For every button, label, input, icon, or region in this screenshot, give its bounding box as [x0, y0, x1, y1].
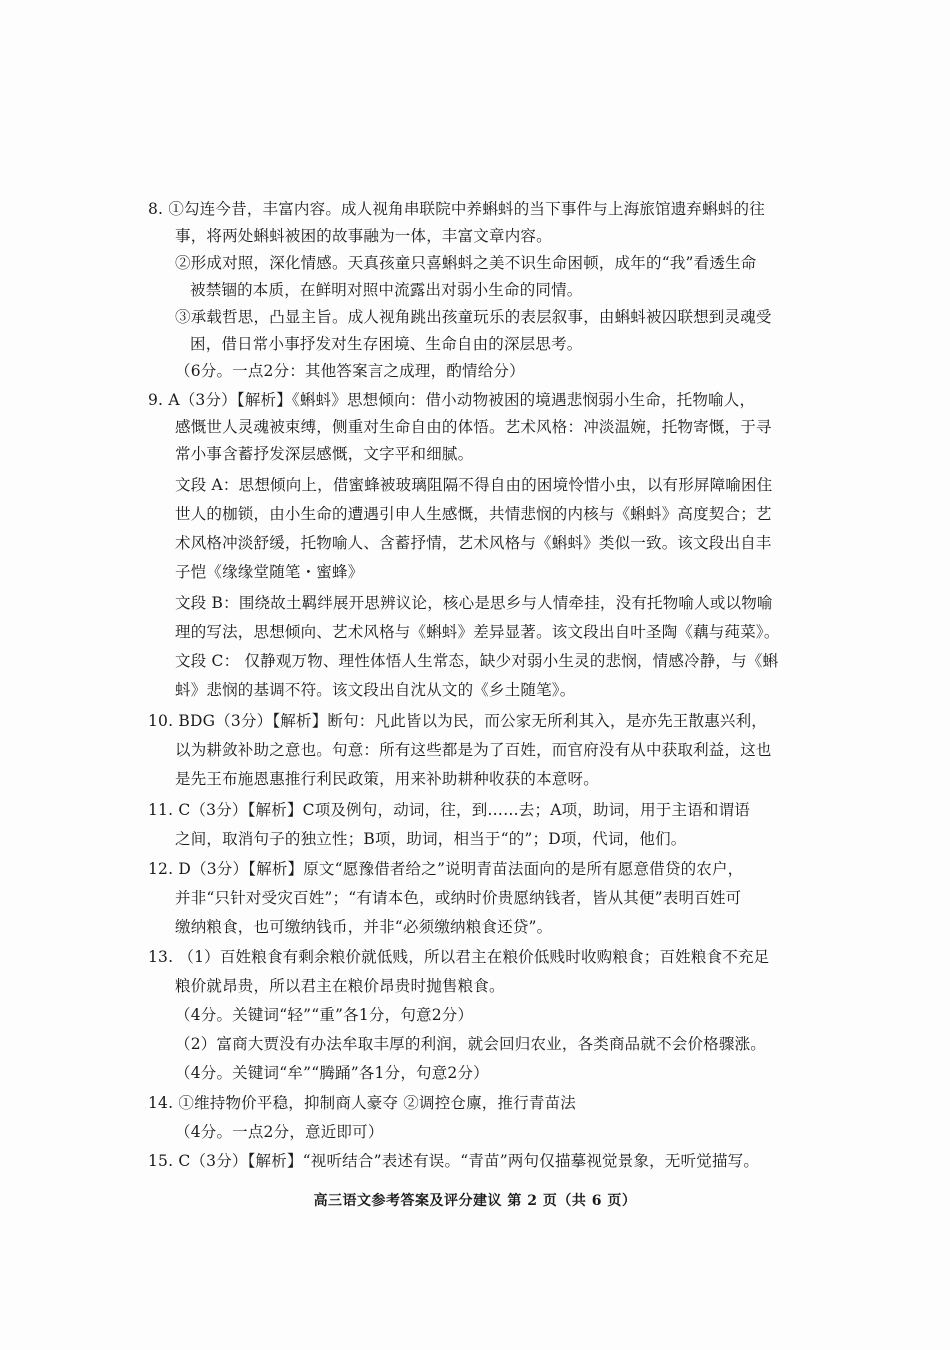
answer-12-line-1: 12. D（3分）【解析】原文“愿豫借者给之”说明青苗法面向的是所有愿意借贷的农户， — [148, 860, 744, 878]
answer-9-passage-c-line-2: 蚪》悲悯的基调不符。该文段出自沈从文的《乡土随笔》。 — [175, 681, 576, 699]
answer-9-passage-a-line-2: 世人的枷锁，由小生命的遭遇引申人生感慨，共情悲悯的内核与《蝌蚪》高度契合；艺 — [175, 505, 772, 523]
answer-8-scoring: （6分。一点2分：其他答案言之成理，酌情给分） — [175, 362, 525, 380]
answer-10-line-1: 10. BDG（3分）【解析】断句：凡此皆以为民，而公家无所利其入，是亦先王散惠兴利， — [148, 712, 767, 730]
answer-8-point-2-line-1: ②形成对照，深化情感。天真孩童只喜蝌蚪之美不识生命困顿，成年的“我”看透生命 — [175, 254, 757, 272]
answer-9-line-1: 9. A（3分）【解析】《蝌蚪》思想倾向：借小动物被困的境遇悲悯弱小生命，托物喻人， — [148, 391, 756, 409]
answer-13-part-1-line-2: 粮价就昂贵，所以君主在粮价昂贵时抛售粮食。 — [175, 977, 505, 995]
answer-13-part-1-scoring: （4分。关键词“轻”“重”各1分，句意2分） — [175, 1006, 474, 1024]
answer-9-passage-a-line-1: 文段 A：思想倾向上，借蜜蜂被玻璃阻隔不得自由的困境怜惜小虫，以有形屏障喻困住 — [175, 476, 773, 494]
answer-8-line-2: 事，将两处蝌蚪被困的故事融为一体，丰富文章内容。 — [175, 227, 552, 245]
answer-9-line-2: 感慨世人灵魂被束缚，侧重对生命自由的体悟。艺术风格：冲淡温婉，托物寄慨，于寻 — [175, 418, 772, 436]
answer-13-part-2-line-1: （2）富商大贾没有办法牟取丰厚的利润，就会回归农业，各类商品就不会价格骤涨。 — [175, 1035, 766, 1053]
answer-12-line-3: 缴纳粮食，也可缴纳钱币，并非“必须缴纳粮食还贷”。 — [175, 918, 553, 936]
answer-9-line-3: 常小事含蓄抒发深层感慨，文字平和细腻。 — [175, 445, 474, 463]
answer-13-part-1-line-1: 13. （1）百姓粮食有剩余粮价就低贱，所以君主在粮价低贱时收购粮食；百姓粮食不充足 — [148, 948, 770, 966]
answer-11-line-1: 11. C（3分）【解析】C项及例句，动词，往，到……去；A项，助词，用于主语和谓语 — [148, 801, 751, 819]
answer-13-part-2-scoring: （4分。关键词“牟”“腾踊”各1分，句意2分） — [175, 1064, 489, 1082]
answer-9-passage-a-line-3: 术风格冲淡舒缓，托物喻人、含蓄抒情，艺术风格与《蝌蚪》类似一致。该文段出自丰 — [175, 534, 772, 552]
answer-14-scoring: （4分。一点2分，意近即可） — [175, 1123, 384, 1141]
answer-9-passage-b-line-1: 文段 B：围绕故土羁绊展开思辨议论，核心是思乡与人情牵挂，没有托物喻人或以物喻 — [175, 594, 773, 612]
answer-8-point-3-line-1: ③承载哲思，凸显主旨。成人视角跳出孩童玩乐的表层叙事，由蝌蚪被囚联想到灵魂受 — [175, 308, 772, 326]
page-footer: 高三语文参考答案及评分建议 第 2 页（共 6 页） — [313, 1193, 637, 1209]
answer-10-line-2: 以为耕敛补助之意也。句意：所有这些都是为了百姓，而官府没有从中获取利益，这也 — [175, 741, 772, 759]
answer-8-point-3-line-2: 困，借日常小事抒发对生存困境、生命自由的深层思考。 — [190, 335, 583, 353]
answer-8-line-1: 8. ①勾连今昔，丰富内容。成人视角串联院中养蝌蚪的当下事件与上海旅馆遗弃蝌蚪的往 — [148, 200, 765, 218]
answer-10-line-3: 是先王布施恩惠推行利民政策，用来补助耕种收获的本意呀。 — [175, 770, 599, 788]
answer-9-passage-a-line-4: 子恺《缘缘堂随笔・蜜蜂》 — [175, 563, 364, 581]
answer-11-line-2: 之间，取消句子的独立性；B项，助词，相当于“的”；D项，代词，他们。 — [175, 830, 687, 848]
answer-14-line-1: 14. ①维持物价平稳，抑制商人豪夺 ②调控仓廪，推行青苗法 — [148, 1094, 577, 1112]
answer-8-point-2-line-2: 被禁锢的本质，在鲜明对照中流露出对弱小生命的同情。 — [190, 281, 583, 299]
answer-9-passage-b-line-2: 理的写法，思想倾向、艺术风格与《蝌蚪》差异显著。该文段出自叶圣陶《藕与莼菜》。 — [175, 623, 780, 641]
answer-9-passage-c-line-1: 文段 C： 仅静观万物、理性体悟人生常态，缺少对弱小生灵的悲悯，情感冷静，与《蝌 — [175, 652, 779, 670]
answer-12-line-2: 并非“只针对受灾百姓”；“有请本色，或纳时价贵愿纳钱者，皆从其便”表明百姓可 — [175, 889, 742, 907]
answer-15-line-1: 15. C（3分）【解析】“视听结合”表述有误。“青苗”两句仅描摹视觉景象，无听觉描写。 — [148, 1152, 760, 1170]
